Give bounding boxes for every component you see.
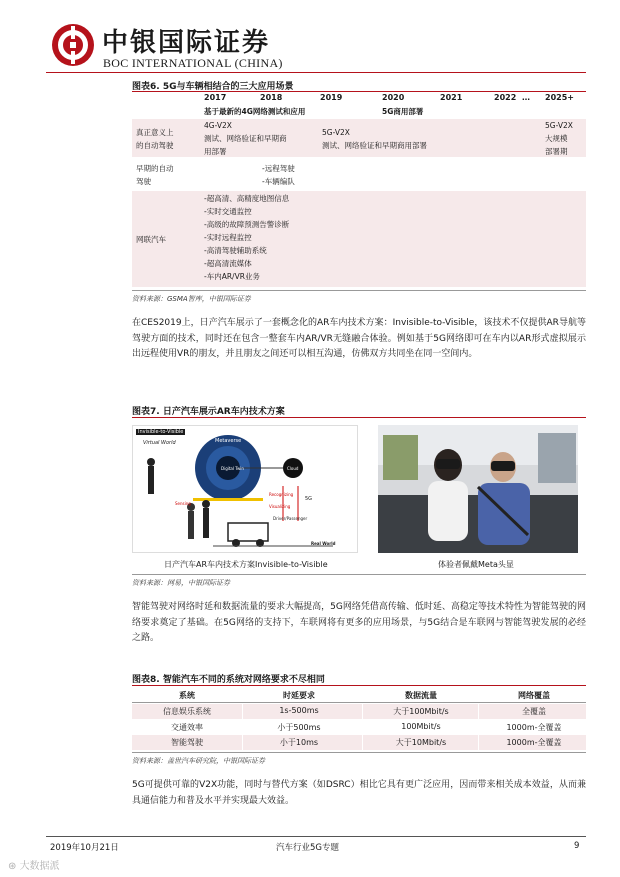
phase-5g: 5G商用部署 <box>382 107 424 116</box>
meta-headset-photo <box>378 425 578 553</box>
page-header <box>46 22 586 72</box>
company-name-cn: 中银国际证券 <box>102 28 271 58</box>
year-2017: 2017 <box>204 93 227 102</box>
fig8-cell-2-1: 小于10ms <box>279 738 319 747</box>
fig8-cell-0-1: 1s-500ms <box>279 706 319 715</box>
diagram-real-world: Real World <box>311 541 336 546</box>
header-divider <box>46 72 586 73</box>
fig8-cell-1-1: 小于500ms <box>277 723 321 732</box>
fig8-cell-2-3: 1000m-全覆盖 <box>506 738 562 747</box>
company-name-en: BOC INTERNATIONAL (CHINA) <box>103 56 283 70</box>
diagram-cloud: Cloud <box>287 466 299 471</box>
fig6-source: 资料来源：GSMA智库，中银国际证券 <box>132 295 251 303</box>
fig8-cell-0-0: 信息娱乐系统 <box>163 707 211 716</box>
fig7-title: 图表7. 日产汽车展示AR车内技术方案 <box>132 407 285 417</box>
fig7-left-caption: 日产汽车AR车内技术方案Invisible-to-Visible <box>164 560 328 569</box>
diagram-metaverse: Metaverse <box>215 438 242 444</box>
fig8-header-rule <box>132 702 586 703</box>
diagram-5g: 5G <box>305 496 313 502</box>
diagram-sensing: Sensing <box>175 501 191 506</box>
fig7-source: 资料来源：网易，中银国际证券 <box>132 579 230 587</box>
footer-date: 2019年10月21日 <box>50 843 119 853</box>
fig8-cell-2-2: 大于10Mbit/s <box>395 738 447 747</box>
fig8-bottom-rule <box>132 752 586 753</box>
fig8-header-coverage: 网络覆盖 <box>518 691 550 700</box>
fig8-header-system: 系统 <box>179 691 195 700</box>
boc-logo-icon <box>52 24 94 66</box>
diagram-driver: Driver/Passenger <box>273 516 308 521</box>
fig8-cell-0-2: 大于100Mbit/s <box>393 707 449 716</box>
row-autonomous-5g: 5G-V2X 测试、网络验证和早期商用部署 <box>322 128 427 150</box>
fig8-header-latency: 时延要求 <box>283 691 315 700</box>
watermark-text: 大数据派 <box>19 861 60 872</box>
fig8-col-sep-1 <box>242 704 243 750</box>
row-connected-items: -超高清、高精度地图信息 -实时交通监控 -高级的故障预测告警诊断 -实时远程监控 -高清驾驶辅助系统 -超高清流媒体 -车内AR/VR业务 <box>204 194 290 281</box>
footer-divider <box>46 836 586 837</box>
diagram-virtual-world: Virtual World <box>143 440 176 446</box>
row-connected-bg <box>132 191 586 287</box>
row-autonomous-large: 5G-V2X 大规模 部署期 <box>545 121 573 156</box>
phase-4g: 基于最新的4G网络测试和应用 <box>204 107 306 116</box>
fig7-right-caption: 体验者佩戴Meta头显 <box>438 560 514 569</box>
photo-illustration <box>378 425 578 553</box>
row-connected-label: 网联汽车 <box>136 235 166 244</box>
year-ellipsis: … <box>522 93 530 102</box>
fig7-bottom-rule <box>132 574 586 575</box>
fig8-title: 图表8. 智能汽车不同的系统对网络要求不尽相同 <box>132 675 325 685</box>
fig8-header-traffic: 数据流量 <box>405 691 437 700</box>
fig6-top-rule <box>132 91 586 92</box>
watermark-logo-icon: ⊛ <box>8 861 20 872</box>
row-autonomous-label: 真正意义上 的自动驾驶 <box>136 128 174 150</box>
row-early-items: -远程驾驶 -车辆编队 <box>262 164 295 186</box>
fig7-top-rule <box>132 417 586 418</box>
year-2020: 2020 <box>382 93 405 102</box>
fig8-cell-0-3: 全覆盖 <box>522 707 546 716</box>
paragraph-ces2019: 在CES2019上，日产汽车展示了一套概念化的AR车内技术方案：Invisible-to-Visible，该技术不仅提供AR导航等驾驶方面的技术，同时还在包含一整套车内AR/VR无缝融合体验。例如基于5G网络即可在车内以AR形式虚拟展示出远程使用VR的朋友，并且朋友之间还可以相互沟通，仿佛双方共同坐在同一空间内。 <box>132 318 586 359</box>
year-2019: 2019 <box>320 93 343 102</box>
fig8-cell-1-0: 交通效率 <box>171 723 203 732</box>
year-2021: 2021 <box>440 93 463 102</box>
fig8-col-sep-2 <box>362 704 363 750</box>
footer-topic: 汽车行业5G专题 <box>276 843 339 853</box>
year-2025-plus: 2025+ <box>545 93 574 102</box>
diagram-recognizing: Recognizing <box>269 492 294 497</box>
fig8-cell-2-0: 智能驾驶 <box>171 738 203 747</box>
fig6-bottom-rule <box>132 290 586 291</box>
paragraph-v2x: 5G可提供可靠的V2X功能，同时与替代方案（如DSRC）相比它具有更广泛应用，因而带来相关成本效益，从而兼具通信能力和普及水平并实现最大效益。 <box>132 780 586 806</box>
invisible-to-visible-diagram <box>132 425 358 553</box>
row-autonomous-4g: 4G-V2X 测试、网络验证和早期商 用部署 <box>204 121 287 156</box>
diagram-tag: Invisible-to-Visible <box>138 429 184 435</box>
year-2018: 2018 <box>260 93 283 102</box>
watermark <box>8 857 60 872</box>
fig8-top-rule <box>132 685 586 686</box>
diagram-digital-twin: Digital Twin <box>221 466 244 471</box>
diagram-visualizing: Visualizing <box>269 504 291 509</box>
fig8-col-sep-3 <box>478 704 479 750</box>
year-2022: 2022 <box>494 93 517 102</box>
fig6-title: 图表6. 5G与车辆相结合的三大应用场景 <box>132 82 294 92</box>
row-early-label: 早期的自动 驾驶 <box>136 164 174 186</box>
paragraph-intelligent-driving: 智能驾驶对网络时延和数据流量的要求大幅提高，5G网络凭借高传输、低时延、高稳定等技术特性为智能驾驶的网络要求奠定了基础。在5G网络的支持下，车联网将有更多的应用场景，与5G结合是车联网与智能驾驶发展的必经之路。 <box>132 602 586 643</box>
fig8-cell-1-3: 1000m-全覆盖 <box>506 723 562 732</box>
fig8-cell-1-2: 100Mbit/s <box>401 722 441 731</box>
footer-page-number: 9 <box>574 841 580 851</box>
fig8-source: 资料来源：盖世汽车研究院，中银国际证券 <box>132 757 265 765</box>
